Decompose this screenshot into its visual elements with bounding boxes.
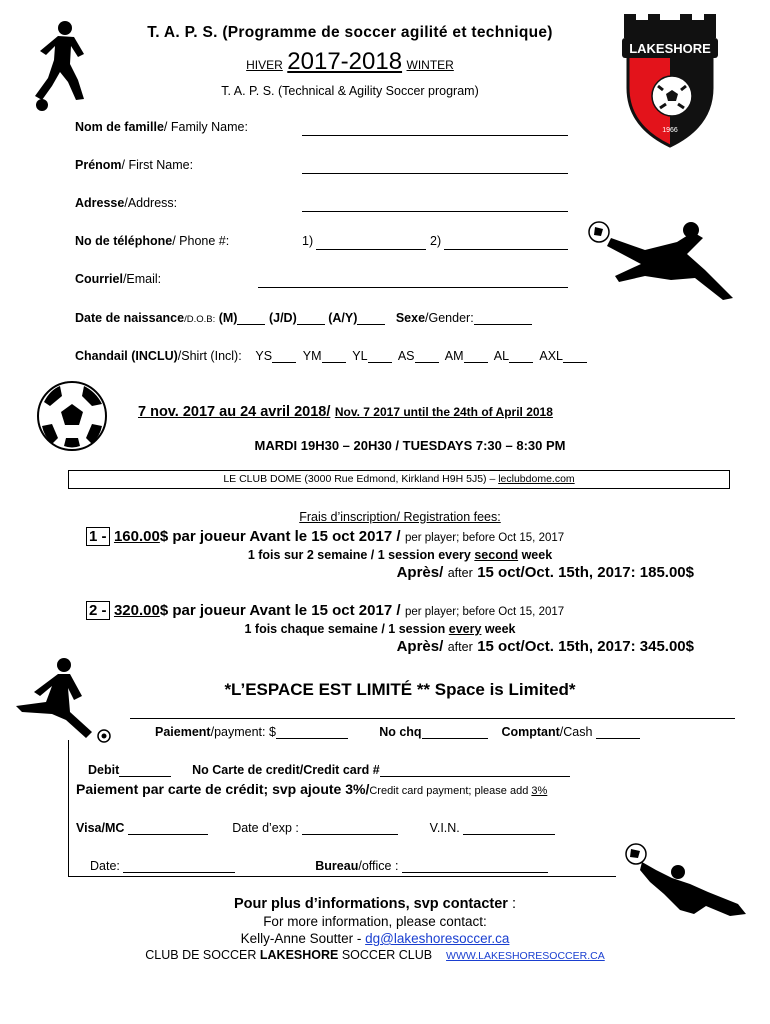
dob-month-field[interactable] xyxy=(237,310,265,325)
size-ys-field[interactable] xyxy=(272,348,296,363)
vin-field[interactable] xyxy=(463,820,555,835)
shirt-row: Chandail (INCLU)/Shirt (Incl): YS YM YL AS AM AL AXL xyxy=(75,348,587,363)
size-ym-field[interactable] xyxy=(322,348,346,363)
expiry-field[interactable] xyxy=(302,820,398,835)
email-field[interactable] xyxy=(258,273,568,288)
contact-subheading: For more information, please contact: xyxy=(263,914,487,929)
phone-2-field[interactable] xyxy=(444,235,568,250)
space-limited-notice: *L’ESPACE EST LIMITÉ ** Space is Limited* xyxy=(224,680,576,699)
fee-option-1: 1 - 160.00$ par joueur Avant le 15 oct 2017 / per player; before Oct 15, 2017 xyxy=(86,528,564,546)
date-field[interactable] xyxy=(123,858,235,873)
location-box: LE CLUB DOME (3000 Rue Edmond, Kirkland H9H 5J5) – leclubdome.com xyxy=(68,470,730,489)
fee-option-1-after: Après/ after 15 oct/Oct. 15th, 2017: 185.00$ xyxy=(396,564,694,581)
first-name-label: Prénom/ First Name: xyxy=(75,158,194,172)
last-name-label: Nom de famille/ Family Name: xyxy=(75,120,248,134)
fee-option-2-frequency: 1 fois chaque semaine / 1 session every week xyxy=(244,622,516,636)
club-line: CLUB DE SOCCER LAKESHORE SOCCER CLUB WWW.LAKESHORESOCCER.CA xyxy=(145,948,605,962)
first-name-field[interactable] xyxy=(302,159,568,174)
size-yl-field[interactable] xyxy=(368,348,392,363)
season-years: 2017-2018 xyxy=(287,48,403,75)
location-link[interactable]: leclubdome.com xyxy=(498,473,575,485)
payment-amount-field[interactable] xyxy=(276,724,348,739)
address-field[interactable] xyxy=(302,197,568,212)
size-al-field[interactable] xyxy=(509,348,533,363)
schedule-dates: 7 nov. 2017 au 24 avril 2018/ Nov. 7 2017 until the 24th of April 2018 xyxy=(138,404,553,420)
soccer-ball-icon xyxy=(36,380,108,452)
contact-email-link[interactable]: dg@lakeshoresoccer.ca xyxy=(365,931,510,946)
dob-year-field[interactable] xyxy=(357,310,385,325)
fee-option-1-frequency: 1 fois sur 2 semaine / 1 session every second week xyxy=(247,548,553,562)
gender-field[interactable] xyxy=(474,310,532,325)
payment-row: Paiement/payment: $ No chq Comptant/Cash xyxy=(155,724,640,739)
payment-box-top-border xyxy=(130,718,735,719)
phone-1-label: 1) xyxy=(302,234,314,248)
contact-person: Kelly-Anne Soutter - dg@lakeshoresoccer.ca xyxy=(240,931,510,946)
kicking-player-silhouette-icon xyxy=(12,656,118,746)
credit-card-field[interactable] xyxy=(380,762,570,777)
visa-field[interactable] xyxy=(128,820,208,835)
visa-row: Visa/MC Date d’exp : V.I.N. xyxy=(76,820,555,835)
website-link[interactable]: WWW.LAKESHORESOCCER.CA xyxy=(446,950,605,962)
email-label: Courriel/Email: xyxy=(75,272,162,286)
dob-day-field[interactable] xyxy=(297,310,325,325)
phone-label: No de téléphone/ Phone #: xyxy=(75,234,230,248)
payment-box-left-border xyxy=(68,740,69,876)
season-right: WINTER xyxy=(406,58,454,72)
page-title: T. A. P. S. (Programme de soccer agilité et technique) xyxy=(147,24,553,41)
fees-heading: Frais d’inscription/ Registration fees: xyxy=(299,510,501,524)
credit-card-note: Paiement par carte de crédit; svp ajoute 3%/Credit card payment; please add 3% xyxy=(76,781,548,797)
address-label: Adresse/Address: xyxy=(75,196,178,210)
last-name-field[interactable] xyxy=(302,121,568,136)
cheque-number-field[interactable] xyxy=(422,724,488,739)
season-line xyxy=(180,48,520,76)
size-axl-field[interactable] xyxy=(563,348,587,363)
contact-heading: Pour plus d’informations, svp contacter : xyxy=(234,896,516,912)
office-field[interactable] xyxy=(402,858,548,873)
soccer-player-silhouette-icon xyxy=(18,20,100,112)
phone-1-field[interactable] xyxy=(316,235,426,250)
debit-credit-row: Debit No Carte de credit/Credit card # xyxy=(88,762,570,777)
size-am-field[interactable] xyxy=(464,348,488,363)
schedule-times: MARDI 19H30 – 20H30 / TUESDAYS 7:30 – 8:30 PM xyxy=(254,438,566,453)
fee-option-2-after: Après/ after 15 oct/Oct. 15th, 2017: 345.00$ xyxy=(396,638,694,655)
dob-row: Date de naissance/D.O.B: (M) (J/D) (A/Y) Sexe/Gender: xyxy=(75,310,532,325)
lakeshore-logo xyxy=(620,8,720,150)
logo-text: LAKESHORE xyxy=(629,41,711,56)
page-subtitle: T. A. P. S. (Technical & Agility Soccer program) xyxy=(221,84,479,98)
cash-field[interactable] xyxy=(596,724,640,739)
fee-option-2: 2 - 320.00$ par joueur Avant le 15 oct 2017 / per player; before Oct 15, 2017 xyxy=(86,602,564,620)
payment-box-bottom-border xyxy=(68,876,616,877)
size-as-field[interactable] xyxy=(415,348,439,363)
logo-year: 1966 xyxy=(662,127,678,134)
season-left: HIVER xyxy=(246,58,283,72)
date-office-row: Date: Bureau/office : xyxy=(90,858,548,873)
bicycle-kick-silhouette-icon xyxy=(585,220,740,302)
phone-2-label: 2) xyxy=(430,234,442,248)
debit-field[interactable] xyxy=(119,762,171,777)
